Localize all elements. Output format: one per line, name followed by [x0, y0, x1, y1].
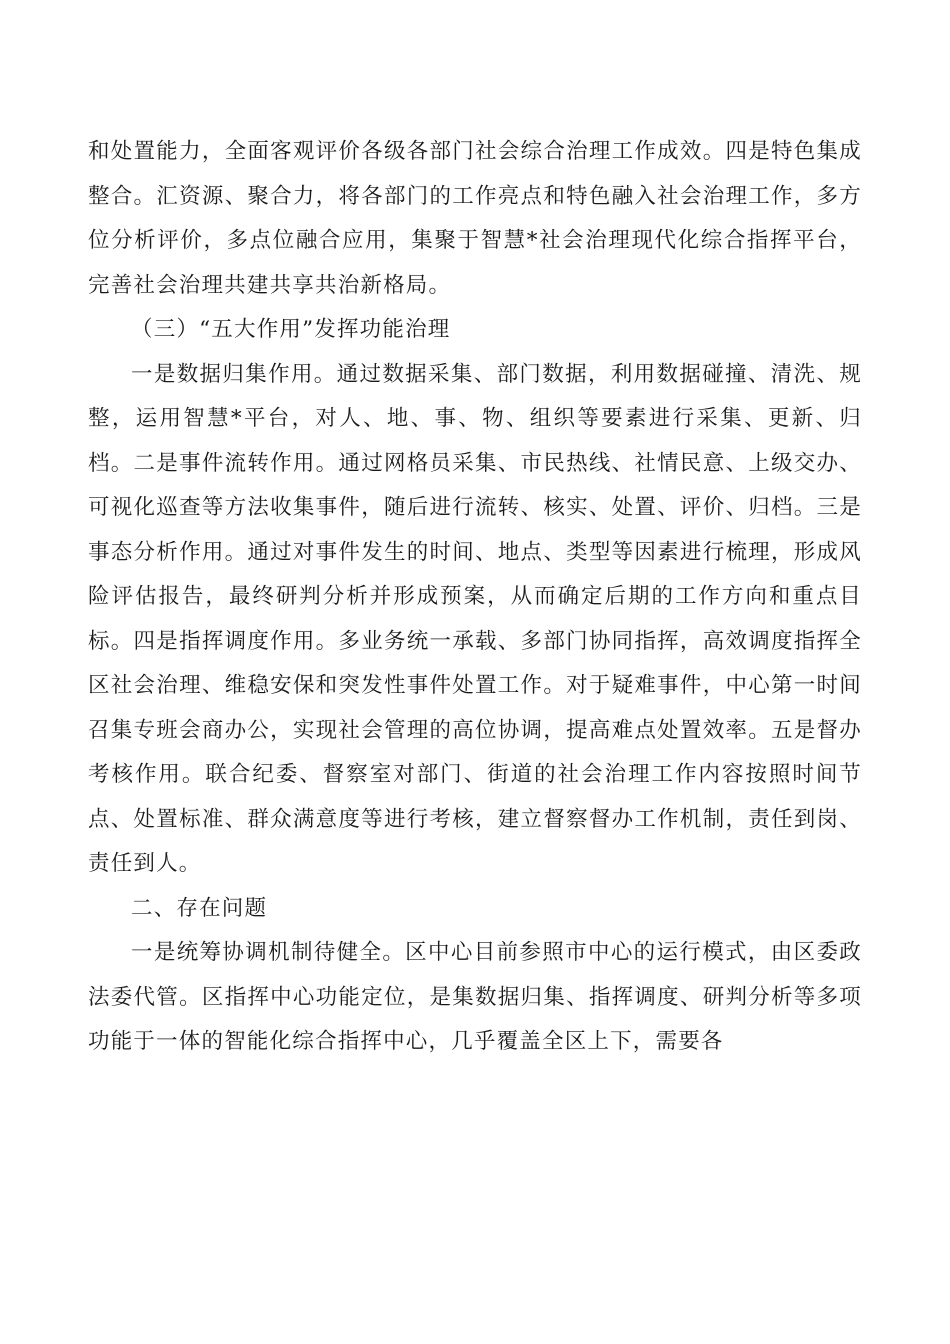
subheading-five-roles: （三）“五大作用”发挥功能治理 [131, 317, 451, 342]
paragraph-problems: 一是统筹协调机制待健全。区中心目前参照市中心的运行模式，由区委政法委代管。区指挥中心功能定位，是集数据归集、指挥调度、研判分析等多项功能于一体的智能化综合指挥中心，几乎覆盖全区上下，需要各 [88, 940, 862, 1054]
paragraph-five-roles: 一是数据归集作用。通过数据采集、部门数据，利用数据碰撞、清洗、规整，运用智慧*平台，对人、地、事、物、组织等要素进行采集、更新、归档。二是事件流转作用。通过网格员采集、市民热线、社情民意、上级交办、可视化巡查等方法收集事件，随后进行流转、核实、处置、评价、归档。三是事态分析作用。通过对事件发生的时间、地点、类型等因素进行梳理，形成风险评估报告，最终研判分析并形成预案，从而确定后期的工作方向和重点目标。四是指挥调度作用。多业务统一承载、多部门协同指挥，高效调度指挥全区社会治理、维稳安保和突发性事件处置工作。对于疑难事件，中心第一时间召集专班会商办公，实现社会管理的高位协调，提高难点处置效率。五是督办考核作用。联合纪委、督察室对部门、街道的社会治理工作内容按照时间节点、处置标准、群众满意度等进行考核，建立督察督办工作机制，责任到岗、责任到人。 [88, 361, 862, 876]
document-body [88, 130, 862, 1065]
section-heading-problems: 二、存在问题 [131, 895, 268, 921]
paragraph-continued: 和处置能力，全面客观评价各级各部门社会综合治理工作成效。四是特色集成整合。汇资源、聚合力，将各部门的工作亮点和特色融入社会治理工作，多方位分析评价，多点位融合应用，集聚于智慧*社会治理现代化综合指挥平台，完善社会治理共建共享共治新格局。 [88, 139, 862, 298]
